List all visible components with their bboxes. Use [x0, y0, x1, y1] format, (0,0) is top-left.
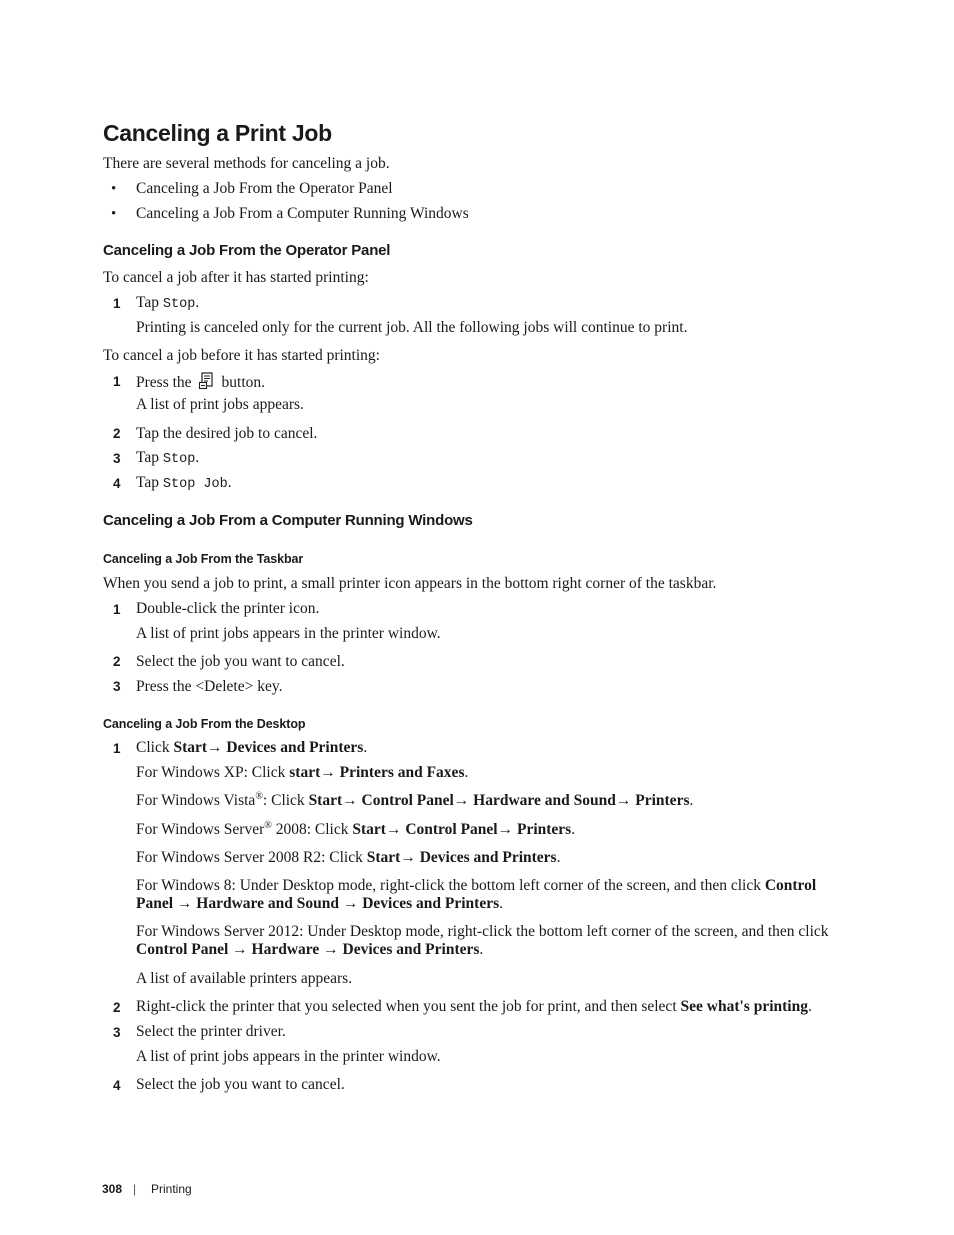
paragraph: To cancel a job after it has started printing: — [103, 269, 369, 286]
step-number: 1 — [113, 374, 121, 389]
step-number: 1 — [113, 602, 121, 617]
arrow-icon: → — [342, 895, 359, 912]
paragraph: When you send a job to print, a small printer icon appears in the bottom right corner of the taskbar. — [103, 575, 717, 592]
step-number: 4 — [113, 476, 121, 491]
section-heading: Canceling a Job From a Computer Running Windows — [103, 512, 473, 529]
os-instruction-server-2008: For Windows Server® 2008: Click Start→ Control Panel→ Printers. — [136, 819, 576, 838]
section-heading: Canceling a Job From the Operator Panel — [103, 242, 391, 259]
subsection-heading: Canceling a Job From the Desktop — [103, 717, 306, 731]
page-title: Canceling a Print Job — [103, 120, 332, 146]
step-number: 1 — [113, 741, 121, 756]
arrow-icon: → — [615, 792, 632, 809]
step-text: Press the button. — [136, 374, 266, 391]
step-note: Printing is canceled only for the current job. All the following jobs will continue to print. — [136, 319, 688, 336]
arrow-icon: → — [385, 821, 402, 838]
os-instruction-server-2012: For Windows Server 2012: Under Desktop mode, right-click the bottom left corner of the screen, and then click Control Panel → Hardware → Devices and Printers. — [136, 923, 829, 958]
code-stop: Stop — [162, 452, 196, 467]
step-text: Click Start→ Devices and Printers. — [136, 739, 368, 756]
code-stop: Stop — [162, 297, 196, 312]
step-text: Tap Stop Job. — [136, 474, 232, 492]
step-note: A list of available printers appears. — [136, 970, 353, 987]
step-text: Tap the desired job to cancel. — [136, 425, 318, 442]
bullet-item: Canceling a Job From a Computer Running Windows — [136, 205, 469, 222]
arrow-icon: → — [342, 792, 358, 809]
os-instruction-xp: For Windows XP: Click start→ Printers and Faxes. — [136, 764, 469, 781]
step-note: A list of print jobs appears in the printer window. — [136, 625, 441, 642]
arrow-icon: → — [320, 764, 336, 781]
arrow-icon: → — [497, 821, 514, 838]
step-text: Press the <Delete> key. — [136, 678, 283, 695]
os-instruction-server-2008-r2: For Windows Server 2008 R2: Click Start→ Devices and Printers. — [136, 849, 561, 866]
footer-separator: | — [133, 1182, 137, 1196]
step-number: 3 — [113, 679, 121, 694]
subsection-heading: Canceling a Job From the Taskbar — [103, 552, 304, 566]
step-number: 2 — [113, 426, 121, 441]
page-number: 308 — [102, 1182, 123, 1196]
bullet-marker: • — [111, 181, 117, 197]
step-text: Right-click the printer that you selected when you sent the job for print, and then select See what's printing. — [136, 998, 812, 1015]
arrow-icon: → — [232, 941, 248, 958]
step-text: Select the job you want to cancel. — [136, 653, 345, 670]
os-instruction-win8: For Windows 8: Under Desktop mode, right-click the bottom left corner of the screen, and then click Control Panel → Hardware and Sound → Devices and Printers. — [136, 877, 817, 912]
step-text: Tap Stop. — [136, 449, 200, 467]
step-note: A list of print jobs appears in the printer window. — [136, 1048, 441, 1065]
arrow-icon: → — [207, 739, 223, 756]
arrow-icon: → — [323, 941, 339, 958]
arrow-icon: → — [400, 849, 416, 866]
step-text: Select the printer driver. — [136, 1023, 286, 1040]
step-number: 4 — [113, 1078, 121, 1093]
paragraph: To cancel a job before it has started printing: — [103, 347, 380, 364]
job-status-icon — [198, 372, 216, 390]
step-number: 2 — [113, 654, 121, 669]
code-stop-job: Stop Job — [162, 477, 228, 492]
footer-section: Printing — [151, 1182, 192, 1196]
step-number: 3 — [113, 1025, 121, 1040]
arrow-icon: → — [176, 895, 193, 912]
step-note: A list of print jobs appears. — [136, 396, 304, 413]
bullet-marker: • — [111, 206, 117, 222]
os-instruction-vista: For Windows Vista®: Click Start→ Control Panel→ Hardware and Sound→ Printers. — [136, 790, 694, 809]
bullet-item: Canceling a Job From the Operator Panel — [136, 180, 393, 197]
step-number: 2 — [113, 1000, 121, 1015]
step-number: 3 — [113, 451, 121, 466]
step-text: Double-click the printer icon. — [136, 600, 320, 617]
intro-text: There are several methods for canceling a job. — [103, 155, 390, 172]
arrow-icon: → — [453, 792, 470, 809]
step-text: Select the job you want to cancel. — [136, 1076, 345, 1093]
step-text: Tap Stop. — [136, 294, 200, 312]
step-number: 1 — [113, 296, 121, 311]
